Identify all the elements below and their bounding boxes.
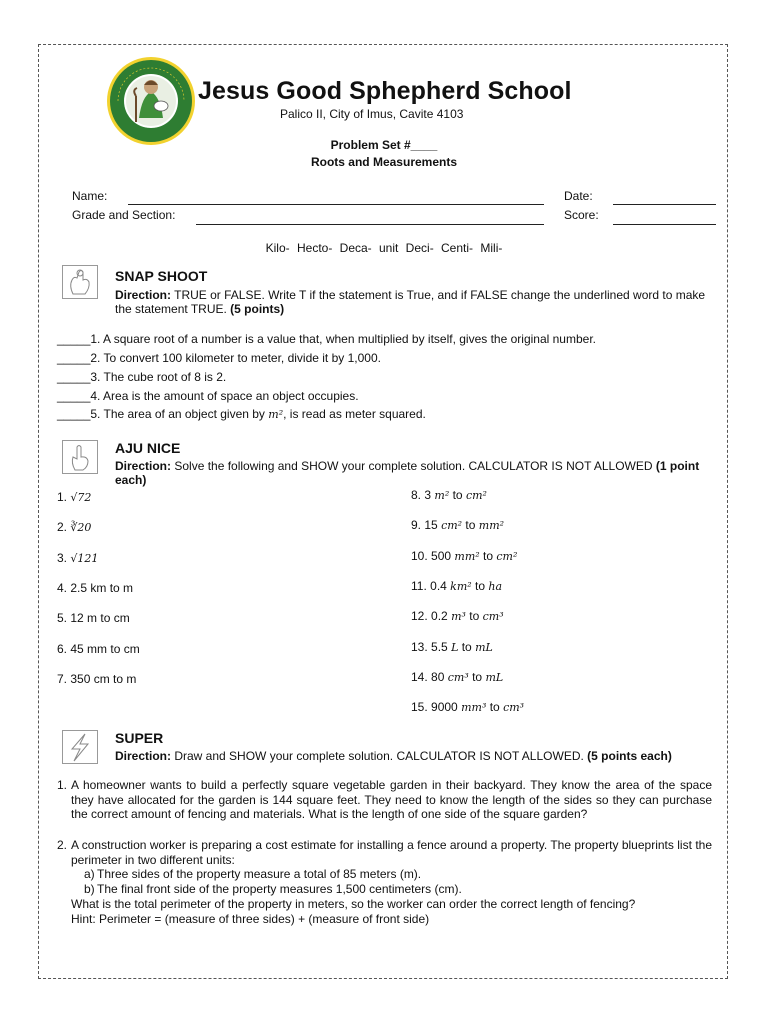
direction-text: Draw and SHOW your complete solution. CALCULATOR IS NOT ALLOWED. — [171, 749, 588, 763]
date-label: Date: — [564, 189, 593, 203]
hand-point-icon — [62, 440, 98, 474]
score-field-line[interactable] — [613, 224, 716, 225]
conversion-number: 9. — [411, 518, 422, 533]
exercise-item — [57, 490, 91, 504]
conversion-from-unit: cm³ — [447, 670, 469, 684]
conversion-item — [411, 488, 487, 502]
conversion-to-word: to — [469, 609, 480, 624]
conversion-to-word: to — [483, 548, 494, 563]
direction-label: Direction: — [115, 288, 172, 302]
direction-text: Solve the following and SHOW your complete solution. CALCULATOR IS NOT ALLOWED — [171, 459, 656, 473]
conversion-item — [411, 579, 502, 593]
section-super-direction — [115, 749, 715, 763]
conversion-amount: 80 — [431, 669, 445, 684]
conversion-from-unit: mm² — [454, 549, 480, 563]
problem-1-number: 1. — [57, 778, 68, 792]
tf-item-5-text: _____5. The area of an object given by — [57, 407, 265, 421]
exercise-item — [57, 551, 98, 565]
school-name: Jesus Good Sphepherd School — [198, 77, 572, 105]
conversion-from-unit: mm³ — [461, 701, 487, 715]
points-label: (5 points) — [230, 302, 285, 316]
exercise-text: 2.5 km to m — [70, 580, 134, 595]
exercise-text: 350 cm to m — [70, 671, 137, 686]
conversion-to-unit: mL — [475, 640, 493, 654]
conversion-amount: 5.5 — [431, 639, 448, 654]
conversion-number: 13. — [411, 639, 428, 654]
name-field-line[interactable] — [128, 204, 544, 205]
lightning-icon — [62, 730, 98, 764]
exercise-number: 5. — [57, 611, 68, 626]
conversion-to-word: to — [461, 639, 472, 654]
problem-1-text: A homeowner wants to build a perfectly square vegetable garden in their backyard. They know the area of the space they have allocated for the garden is 144 square feet. They need to know the length of the sides so they can purchase the correct amount of fencing and materials. What is the length of one side of the square garden? — [71, 778, 712, 821]
exercise-item — [57, 520, 91, 534]
conversion-item — [411, 609, 504, 623]
exercise-item — [57, 642, 140, 656]
score-label: Score: — [564, 208, 599, 222]
points-label: (5 points each) — [587, 749, 672, 763]
conversion-amount: 3 — [424, 488, 432, 502]
conversion-number: 11. — [411, 578, 427, 593]
exercise-item — [57, 611, 130, 625]
exercise-radical: √72 — [70, 491, 92, 504]
conversion-item — [411, 549, 517, 563]
section-snap-shoot-title: SNAP SHOOT — [115, 268, 208, 284]
tf-item-1: _____1. A square root of a number is a value that, when multiplied by itself, gives the original number. — [57, 332, 596, 346]
conversion-to-word: to — [472, 669, 483, 684]
exercise-number: 7. — [57, 671, 68, 686]
conversion-to-unit: mm² — [478, 519, 505, 533]
school-address: Palico II, City of Imus, Cavite 4103 — [280, 107, 464, 121]
tf-item-3: _____3. The cube root of 8 is 2. — [57, 370, 227, 384]
conversion-to-unit: cm² — [496, 549, 518, 563]
tf-item-5 — [57, 407, 426, 421]
section-super-title: SUPER — [115, 730, 164, 746]
school-seal-logo — [106, 56, 196, 146]
conversion-to-unit: cm³ — [503, 701, 525, 715]
conversion-from-unit: m³ — [451, 610, 466, 624]
tf-item-5-tail: , is read as meter squared. — [283, 407, 426, 421]
conversion-to-unit: cm² — [465, 489, 487, 502]
problem-2-text: A construction worker is preparing a cost estimate for installing a fence around a property. The property blueprints list the perimeter in two different units: — [71, 838, 712, 867]
conversion-amount: 9000 — [431, 700, 458, 715]
conversion-item — [411, 700, 524, 714]
conversion-from-unit: km² — [450, 579, 472, 593]
exercise-number: 1. — [57, 490, 68, 504]
problem-2a-text: Three sides of the property measure a total of 85 meters (m). — [97, 867, 422, 881]
exercise-number: 4. — [57, 580, 68, 595]
conversion-to-unit: mL — [485, 670, 504, 684]
conversion-number: 8. — [411, 488, 422, 502]
problem-2b-label: b) — [84, 882, 95, 896]
section-aju-nice-direction — [115, 459, 715, 487]
conversion-to-unit: cm³ — [482, 610, 504, 624]
hand-ok-icon — [62, 265, 98, 299]
conversion-to-unit: ha — [488, 579, 503, 593]
problem-2-number: 2. — [57, 838, 68, 852]
conversion-amount: 0.2 — [431, 609, 448, 624]
conversion-to-word: to — [465, 518, 476, 533]
exercise-number: 2. — [57, 520, 68, 535]
tf-item-5-math: m² — [268, 408, 284, 421]
exercise-item — [57, 581, 133, 595]
exercise-number: 6. — [57, 641, 68, 656]
direction-label: Direction: — [115, 749, 172, 763]
exercise-text: 45 mm to cm — [70, 641, 140, 656]
conversion-amount: 500 — [431, 548, 452, 563]
problem-2b-text: The final front side of the property measures 1,500 centimeters (cm). — [97, 882, 462, 896]
date-field-line[interactable] — [613, 204, 716, 205]
conversion-number: 14. — [411, 669, 428, 684]
conversion-from-unit: m² — [434, 489, 450, 502]
exercise-text: 12 m to cm — [70, 611, 130, 626]
conversion-amount: 0.4 — [430, 578, 447, 593]
conversion-number: 15. — [411, 700, 428, 715]
conversion-to-word: to — [475, 578, 486, 593]
conversion-number: 12. — [411, 609, 428, 624]
tf-item-4: _____4. Area is the amount of space an object occupies. — [57, 389, 359, 403]
conversion-from-unit: cm² — [441, 519, 463, 533]
conversion-item — [411, 640, 493, 654]
conversion-to-word: to — [452, 488, 463, 502]
problem-2a-label: a) — [84, 867, 95, 881]
conversion-item — [411, 670, 503, 684]
direction-text: TRUE or FALSE. Write T if the statement is True, and if FALSE change the underlined word to make the statement TRUE. — [115, 288, 706, 316]
exercise-number: 3. — [57, 550, 68, 565]
direction-label: Direction: — [115, 459, 172, 473]
conversion-to-word: to — [489, 700, 500, 715]
problem-set-title: Problem Set #____ — [330, 138, 438, 152]
conversion-item — [411, 518, 504, 532]
grade-section-field-line[interactable] — [196, 224, 544, 225]
problem-set-subtitle: Roots and Measurements — [310, 155, 458, 169]
exercise-radical: √121 — [70, 551, 99, 565]
problem-2-hint: Hint: Perimeter = (measure of three sides) + (measure of front side) — [71, 912, 430, 926]
points-label: (1 point each) — [115, 459, 700, 487]
metric-prefixes: Kilo- Hecto- Deca- unit Deci- Centi- Mili- — [265, 241, 503, 255]
section-aju-nice-title: AJU NICE — [115, 440, 181, 456]
grade-section-label: Grade and Section: — [72, 208, 176, 222]
section-snap-shoot-direction — [115, 288, 715, 316]
name-label: Name: — [72, 189, 108, 203]
exercise-item — [57, 672, 136, 686]
conversion-from-unit: L — [451, 640, 459, 654]
tf-item-2: _____2. To convert 100 kilometer to meter, divide it by 1,000. — [57, 351, 381, 365]
exercise-radical: ∛20 — [70, 521, 92, 535]
conversion-number: 10. — [411, 548, 428, 563]
conversion-amount: 15 — [424, 518, 438, 533]
problem-2-question: What is the total perimeter of the property in meters, so the worker can order the correct length of fencing? — [71, 897, 636, 911]
